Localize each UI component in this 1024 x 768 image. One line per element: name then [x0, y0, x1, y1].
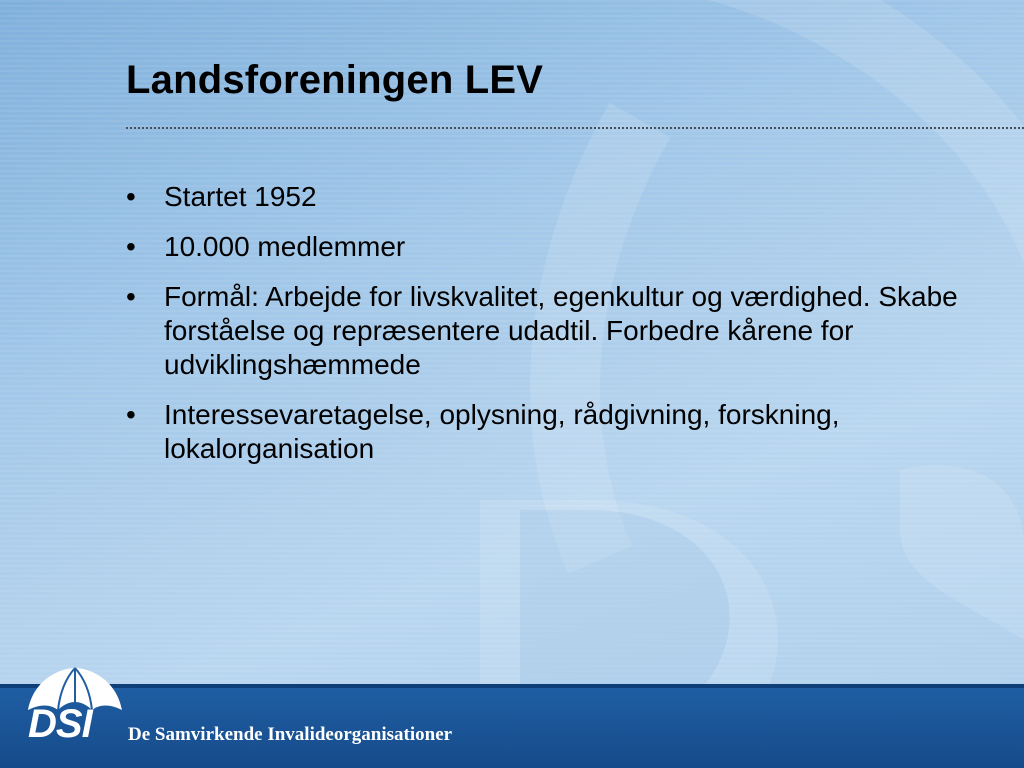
bullet-dot: • [126, 231, 136, 262]
organization-name: De Samvirkende Invalideorganisationer [128, 724, 453, 745]
bullet-dot: • [126, 281, 136, 312]
slide-title: Landsforeningen LEV [126, 58, 544, 102]
bullet-text: Formål: Arbejde for livskvalitet, egenkultur og værdighed. Skabe forståelse og repræsentere udadtil. Forbedre kårene for udviklingshæmmede [164, 281, 958, 380]
bullet-dot: • [126, 181, 136, 212]
bullet-list [126, 180, 986, 482]
bullet-text: Startet 1952 [164, 181, 317, 212]
bullet-text: Interessevaretagelse, oplysning, rådgivning, forskning, lokalorganisation [164, 399, 840, 464]
bullet-item [126, 180, 986, 214]
bullet-item [126, 230, 986, 264]
bullet-dot: • [126, 399, 136, 430]
dsi-logo-text: DSI [28, 702, 92, 746]
bullet-text: 10.000 medlemmer [164, 231, 406, 262]
bullet-item [126, 280, 986, 382]
title-divider [126, 127, 1024, 129]
bullet-item [126, 398, 986, 466]
